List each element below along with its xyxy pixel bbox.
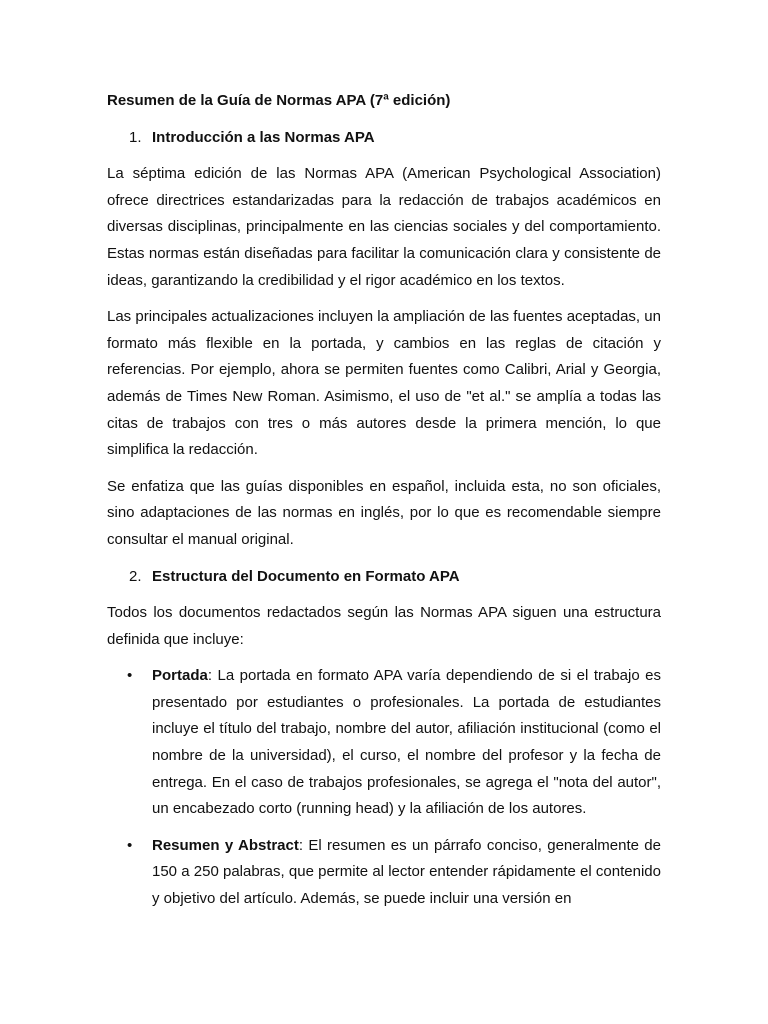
list-item-term: Portada <box>152 667 208 685</box>
list-item-resumen <box>107 833 661 913</box>
bullet-icon: • <box>127 836 133 854</box>
bullet-list <box>107 663 661 912</box>
section-heading-introduccion <box>107 125 661 152</box>
document-title: Resumen de la Guía de Normas APA (7ª edición) <box>107 92 451 109</box>
list-item-portada <box>107 663 661 823</box>
list-item-text: : El resumen es un párrafo conciso, generalmente de 150 a 250 palabras, que permite al lector entender rápidamente el contenido y objetivo del artículo. Además, se puede incluir una versión en <box>152 836 661 908</box>
paragraph-intro-1: La séptima edición de las Normas APA (American Psychological Association) ofrece directrices estandarizadas para la redacción de trabajos académicos en diversas disciplinas, principalmente en las ciencias sociales y del comportamiento. Estas normas están diseñadas para facilitar la comunicación clara y consistente de ideas, garantizando la credibilidad y el rigor académico en los textos. <box>107 165 661 289</box>
list-item-text: : La portada en formato APA varía dependiendo de si el trabajo es presentado por estudiantes o profesionales. La portada de estudiantes incluye el título del trabajo, nombre del autor, afiliación institucional (como el nombre de la universidad), el curso, el nombre del profesor y la fecha de entrega. En el caso de trabajos profesionales, se agrega el "nota del autor", un encabezado corto (running head) y la afiliación de los autores. <box>152 667 661 818</box>
paragraph-intro-2: Las principales actualizaciones incluyen la ampliación de las fuentes aceptadas, un formato más flexible en la portada, y cambios en las reglas de citación y referencias. Por ejemplo, ahora se permiten fuentes como Calibri, Arial y Georgia, además de Times New Roman. Asimismo, el uso de "et al." se amplía a todas las citas de trabajos con tres o más autores desde la primera mención, lo que simplifica la redacción. <box>107 308 661 459</box>
paragraph-estructura-intro: Todos los documentos redactados según las Normas APA siguen una estructura definida que incluye: <box>107 604 661 648</box>
section-number: 1. <box>129 128 142 146</box>
list-item-term: Resumen y Abstract <box>152 836 299 854</box>
section-heading-estructura <box>107 564 661 591</box>
section-title: Introducción a las Normas APA <box>152 128 375 146</box>
document-page <box>107 88 661 923</box>
section-number: 2. <box>129 567 142 585</box>
bullet-icon: • <box>127 667 133 685</box>
paragraph-intro-3: Se enfatiza que las guías disponibles en español, incluida esta, no son oficiales, sino adaptaciones de las normas en inglés, por lo que es recomendable siempre consultar el manual original. <box>107 477 661 548</box>
section-title: Estructura del Documento en Formato APA <box>152 567 460 585</box>
